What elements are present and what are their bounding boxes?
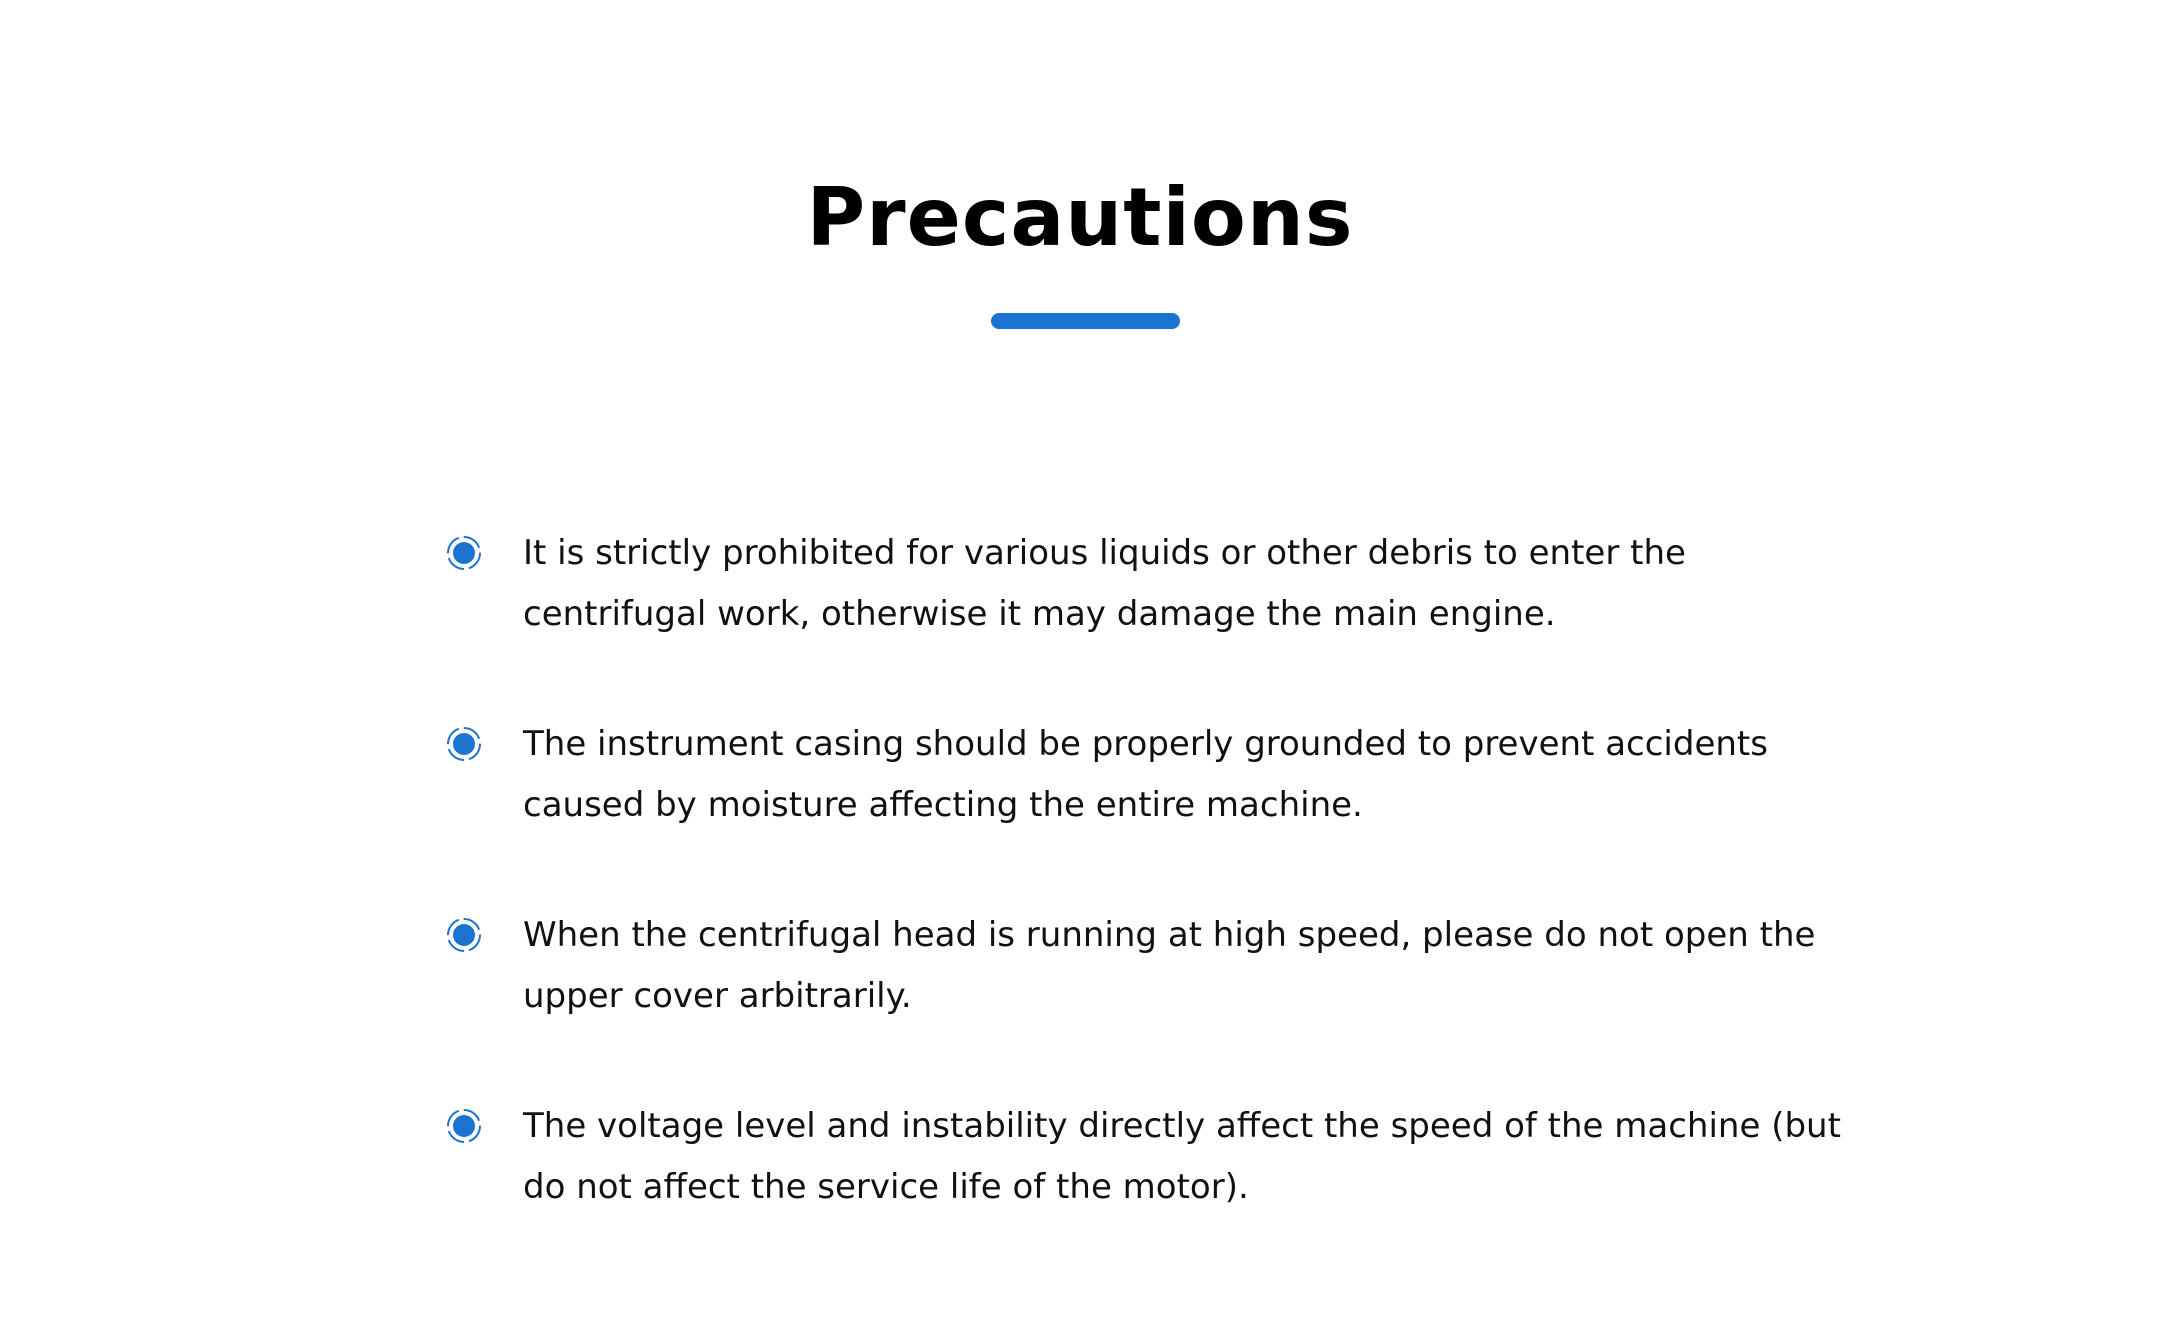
list-item <box>445 523 1835 714</box>
radio-dot-icon <box>445 725 483 763</box>
radio-dot-icon <box>445 916 483 954</box>
page-title: Precautions <box>806 171 1354 264</box>
list-item-text: The instrument casing should be properly grounded to prevent accidents caused by moisture affecting the entire machine. <box>523 724 1768 825</box>
list-item-text: It is strictly prohibited for various liquids or other debris to enter the centrifugal work, otherwise it may damage the main engine. <box>523 533 1686 634</box>
list-item-text: The voltage level and instability directly affect the speed of the machine (but do not affect the service life of the motor). <box>523 1106 1841 1207</box>
list-item <box>445 905 1835 1096</box>
list-item <box>445 1096 1841 1287</box>
radio-dot-icon <box>445 1107 483 1145</box>
list-item <box>445 714 1835 905</box>
title-underline <box>991 313 1180 329</box>
precautions-list <box>445 523 1841 1287</box>
radio-dot-icon <box>445 534 483 572</box>
list-item-text: When the centrifugal head is running at high speed, please do not open the upper cover arbitrarily. <box>523 915 1816 1016</box>
